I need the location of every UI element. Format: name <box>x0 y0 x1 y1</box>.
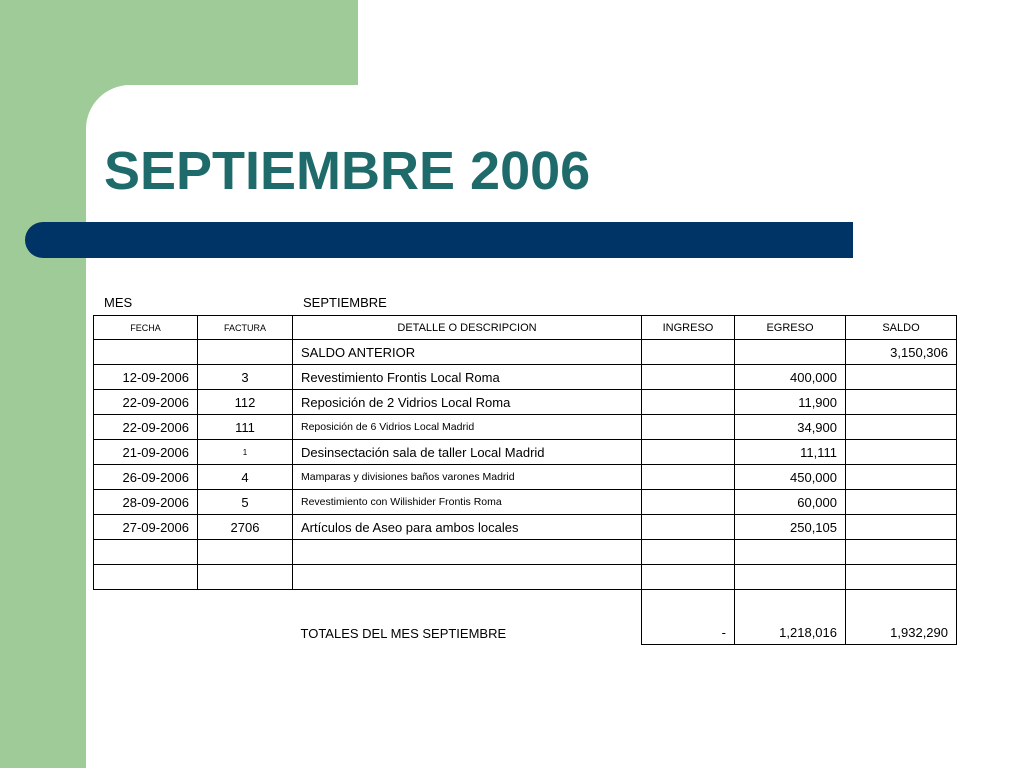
row-ingreso <box>642 415 735 440</box>
table-cell <box>642 540 735 565</box>
row-egreso: 450,000 <box>735 465 846 490</box>
row-fecha: 21-09-2006 <box>94 440 198 465</box>
table-cell <box>94 590 198 645</box>
table-row <box>94 490 957 515</box>
table-cell <box>94 540 198 565</box>
row-ingreso <box>642 515 735 540</box>
table-cell <box>735 565 846 590</box>
row-ingreso <box>642 365 735 390</box>
row-factura: 3 <box>198 365 293 390</box>
table-cell <box>642 565 735 590</box>
row-detalle: Reposición de 2 Vidrios Local Roma <box>293 390 642 415</box>
table-row <box>94 365 957 390</box>
table-row <box>94 390 957 415</box>
row-egreso: 34,900 <box>735 415 846 440</box>
header-fecha: FECHA <box>94 316 198 340</box>
row-detalle: Reposición de 6 Vidrios Local Madrid <box>293 415 642 440</box>
header-saldo: SALDO <box>846 316 957 340</box>
table-row <box>94 465 957 490</box>
row-saldo <box>846 415 957 440</box>
table-row <box>94 515 957 540</box>
totals-ingreso: - <box>642 590 735 645</box>
row-saldo <box>846 390 957 415</box>
row-factura: 111 <box>198 415 293 440</box>
row-egreso: 60,000 <box>735 490 846 515</box>
row-saldo <box>846 490 957 515</box>
title-underline-bar <box>25 222 853 258</box>
row-ingreso <box>642 440 735 465</box>
table-cell <box>293 565 642 590</box>
empty-row <box>94 565 957 590</box>
row-factura: 1 <box>198 440 293 465</box>
row-saldo <box>846 365 957 390</box>
table-cell <box>94 565 198 590</box>
empty-row <box>94 540 957 565</box>
totals-saldo: 1,932,290 <box>846 590 957 645</box>
slide-title: SEPTIEMBRE 2006 <box>104 141 591 201</box>
row-detalle: Mamparas y divisiones baños varones Madrid <box>293 465 642 490</box>
row-factura: 4 <box>198 465 293 490</box>
row-detalle: Artículos de Aseo para ambos locales <box>293 515 642 540</box>
row-fecha: 26-09-2006 <box>94 465 198 490</box>
table-cell <box>735 540 846 565</box>
row-factura: 5 <box>198 490 293 515</box>
row-saldo <box>846 515 957 540</box>
table-cell <box>846 540 957 565</box>
row-fecha: 28-09-2006 <box>94 490 198 515</box>
row-ingreso <box>642 490 735 515</box>
row-saldo <box>846 440 957 465</box>
table-header-row <box>94 316 957 340</box>
row-ingreso <box>642 465 735 490</box>
row-egreso: 250,105 <box>735 515 846 540</box>
mes-value: SEPTIEMBRE <box>303 295 387 310</box>
table-cell <box>198 540 293 565</box>
table-cell <box>198 340 293 365</box>
row-factura: 2706 <box>198 515 293 540</box>
row-ingreso <box>642 390 735 415</box>
header-factura: FACTURA <box>198 316 293 340</box>
row-detalle: Revestimiento Frontis Local Roma <box>293 365 642 390</box>
row-factura: 112 <box>198 390 293 415</box>
row-fecha: 27-09-2006 <box>94 515 198 540</box>
mes-label: MES <box>104 295 133 310</box>
header-egreso: EGRESO <box>735 316 846 340</box>
row-fecha: 12-09-2006 <box>94 365 198 390</box>
totals-egreso: 1,218,016 <box>735 590 846 645</box>
table-cell <box>642 340 735 365</box>
table-cell <box>198 565 293 590</box>
table-row <box>94 440 957 465</box>
white-top-area <box>358 0 1024 86</box>
row-fecha: 22-09-2006 <box>94 415 198 440</box>
row-egreso: 11,900 <box>735 390 846 415</box>
saldo-anterior-label: SALDO ANTERIOR <box>293 340 642 365</box>
table-cell <box>846 565 957 590</box>
row-egreso: 400,000 <box>735 365 846 390</box>
saldo-anterior-row <box>94 340 957 365</box>
table-row <box>94 415 957 440</box>
header-detalle: DETALLE O DESCRIPCION <box>293 316 642 340</box>
saldo-anterior-value: 3,150,306 <box>846 340 957 365</box>
table-cell <box>94 340 198 365</box>
table-cell <box>198 590 293 645</box>
totals-label: TOTALES DEL MES SEPTIEMBRE <box>300 625 507 641</box>
row-fecha: 22-09-2006 <box>94 390 198 415</box>
row-egreso: 11,111 <box>735 440 846 465</box>
table-cell <box>293 540 642 565</box>
expense-table <box>93 315 957 645</box>
row-detalle: Desinsectación sala de taller Local Madrid <box>293 440 642 465</box>
header-ingreso: INGRESO <box>642 316 735 340</box>
row-saldo <box>846 465 957 490</box>
table-cell <box>735 340 846 365</box>
row-detalle: Revestimiento con Wilishider Frontis Roma <box>293 490 642 515</box>
totals-row <box>94 590 957 645</box>
